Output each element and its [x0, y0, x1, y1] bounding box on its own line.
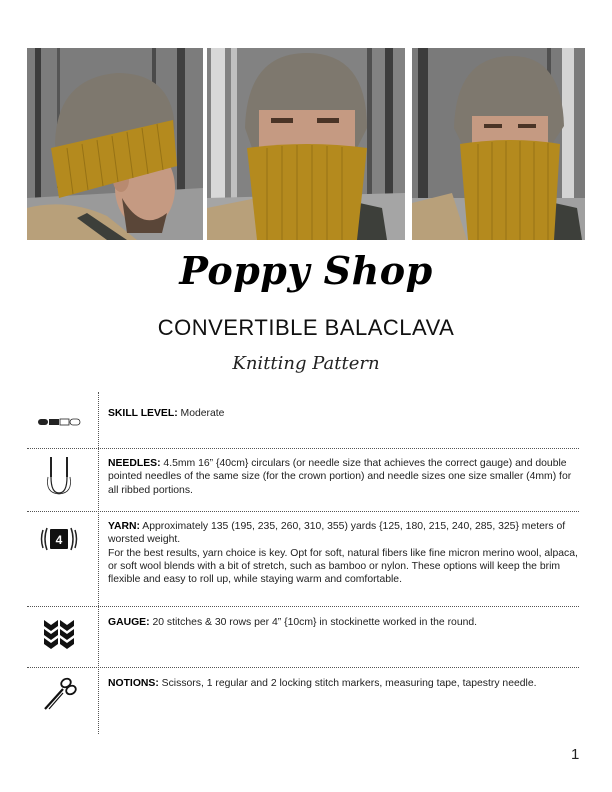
skill-level-label: SKILL LEVEL: [108, 408, 178, 419]
notions-text [108, 677, 580, 690]
knit-stitch-swatch-icon [37, 617, 81, 653]
scissors-icon [37, 674, 81, 714]
skill-level-value: Moderate [177, 408, 225, 419]
gauge-text [108, 616, 580, 629]
yarn-weight-icon [37, 526, 81, 552]
spec-row-skill-level [27, 396, 582, 446]
brand-title: Poppy Shop [179, 248, 433, 293]
photo-three-quarter-view [412, 48, 585, 240]
notions-value: Scissors, 1 regular and 2 locking stitch markers, measuring tape, tapestry needle. [158, 678, 537, 689]
pattern-subtitle: Knitting Pattern [232, 353, 380, 374]
gauge-value: 20 stitches & 30 rows per 4” {10cm} in stockinette worked in the round. [149, 617, 478, 628]
spec-row-notions [27, 668, 582, 728]
spec-row-needles [27, 449, 582, 509]
skill-level-bar-icon [37, 410, 81, 434]
needles-text [108, 457, 580, 497]
yarn-label: YARN: [108, 521, 140, 532]
photo-side-view [27, 48, 203, 240]
needles-label: NEEDLES: [108, 458, 161, 469]
skill-level-text [108, 407, 580, 420]
spec-row-yarn [27, 512, 582, 604]
pattern-title: CONVERTIBLE BALACLAVA [157, 315, 455, 340]
yarn-weight-badge: 4 [55, 533, 63, 547]
photo-front-view [207, 48, 405, 240]
notions-label: NOTIONS: [108, 678, 159, 689]
spec-row-gauge [27, 607, 582, 665]
yarn-value: Approximately 135 (195, 235, 260, 310, 355) yards {125, 180, 215, 240, 285, 325} meters of worsted weight. [108, 521, 566, 546]
yarn-text [108, 520, 580, 586]
circular-needle-icon [37, 455, 81, 495]
gauge-label: GAUGE: [108, 617, 150, 628]
page-number: 1 [571, 746, 580, 763]
photo-strip [27, 48, 585, 240]
needles-value: 4.5mm 16” {40cm} circulars (or needle size that achieves the correct gauge) and double pointed needles of the same size (for the crown portion) and needle sizes one size smaller (4mm) for all ribbed portions. [108, 458, 572, 496]
yarn-recommendation: For the best results, yarn choice is key. Opt for soft, natural fibers like fine micron merino wool, alpaca, or soft wool blends with a bit of stretch, such as bamboo or nylon. These options will keep the brim flexible and easy to roll up, while staying warm and comfortable. [108, 547, 578, 586]
